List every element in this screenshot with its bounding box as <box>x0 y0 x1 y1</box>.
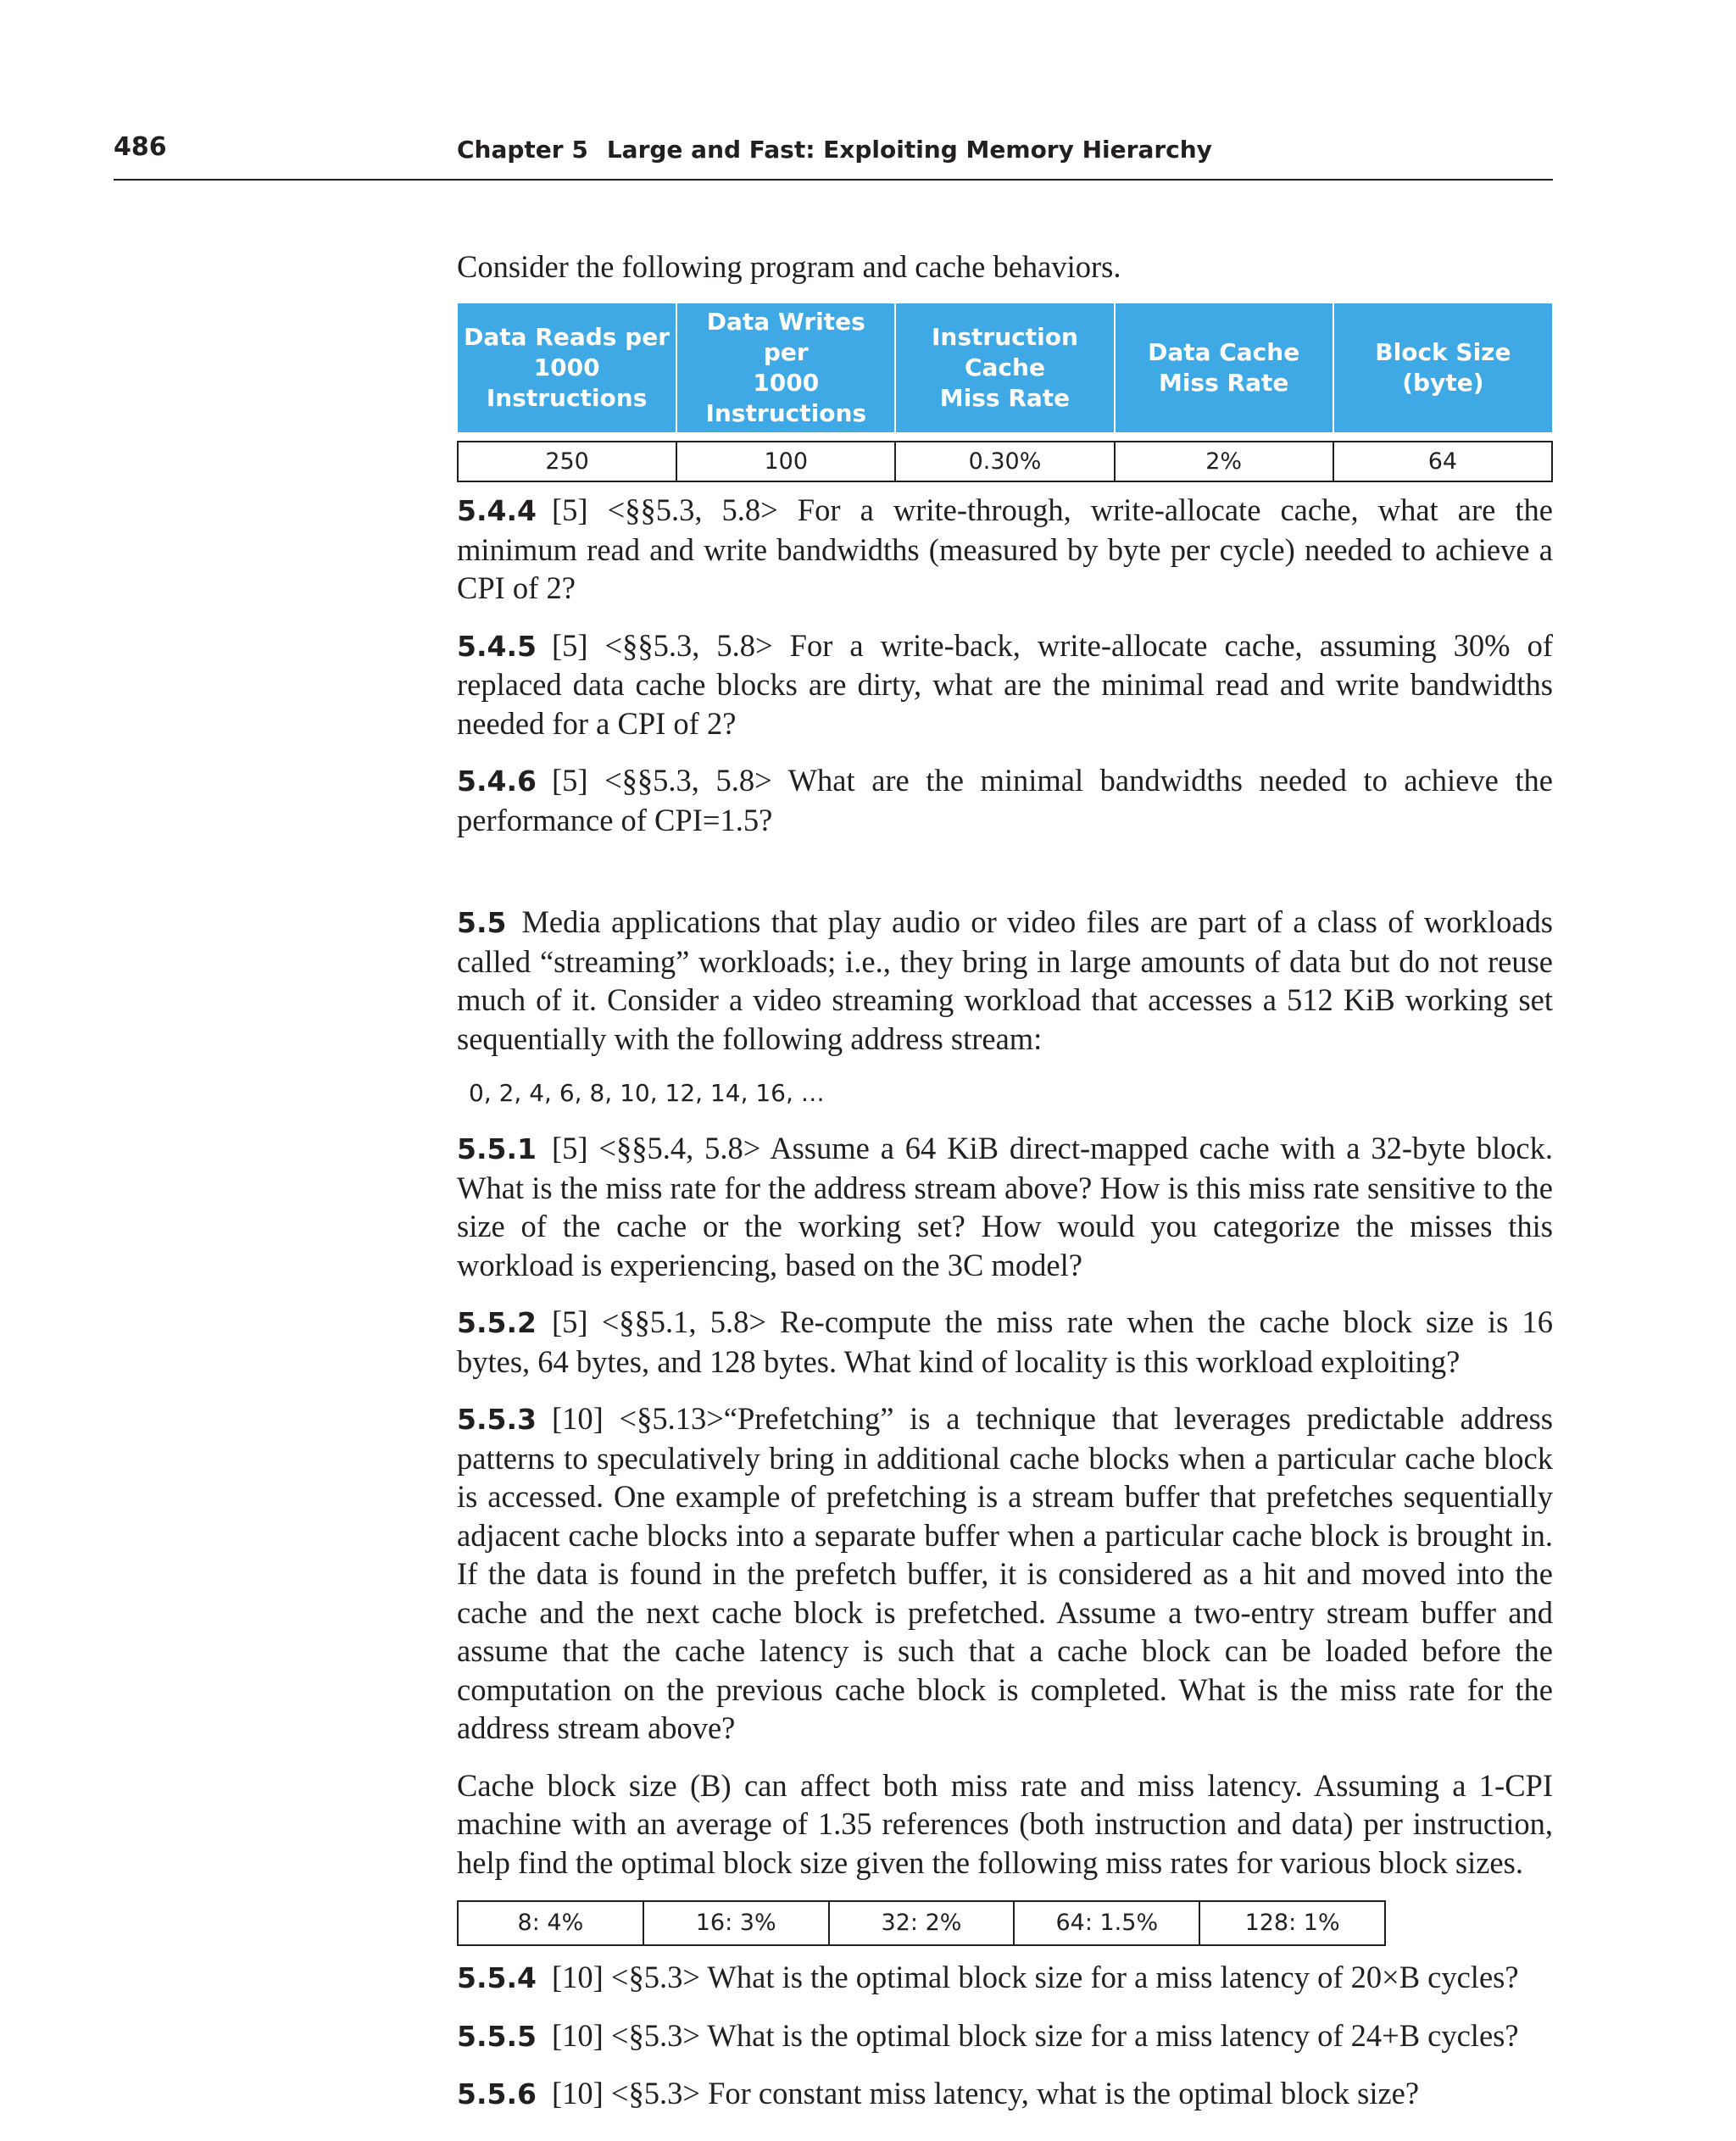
block-size-miss-rate-table <box>457 1900 1386 1946</box>
exercise-5-4-6 <box>457 761 1553 839</box>
exercise-5-5-3 <box>457 1399 1553 1748</box>
page-number: 486 <box>114 132 167 162</box>
table-header-row <box>458 303 1552 432</box>
exercise-text: [10] <§5.3> What is the optimal block size for a miss latency of 20×B cycles? <box>551 1960 1519 1994</box>
running-head <box>457 136 1212 164</box>
exercise-number: 5.5.1 <box>457 1132 537 1165</box>
exercise-text: [10] <§5.3> What is the optimal block size for a miss latency of 24+B cycles? <box>551 2017 1519 2053</box>
table-cell: 64: 1.5% <box>1014 1901 1199 1945</box>
cache-behavior-table <box>457 303 1553 483</box>
exercise-5-5-4 <box>457 1958 1553 1998</box>
exercise-text: [10] <§5.3> For constant miss latency, what is the optimal block size? <box>551 2076 1420 2110</box>
block-size-intro: Cache block size (B) can affect both miss rate and miss latency. Assuming a 1-CPI machine with an average of 1.35 references (both instruction and data) per instruction, help find the optimal block size given the following miss rates for various block sizes. <box>457 1767 1553 1880</box>
exercise-5-4-4 <box>457 491 1553 608</box>
header-data-writes: Data Writes per 1000 Instructions <box>676 303 895 432</box>
exercise-text: [5] <§§5.3, 5.8> For a write-back, write-allocate cache, assuming 30% of replaced data cache blocks are dirty, what are the minimal read and write bandwidths needed for a CPI of 2? <box>457 627 1553 741</box>
table-cell: 64 <box>1333 442 1552 482</box>
exercise-5-4-5 <box>457 626 1553 743</box>
exercise-text: Media applications that play audio or video files are part of a class of workloads called “streaming” workloads; i.e., they bring in large amounts of data but do not reuse much of it. Consider a video streaming workload that accesses a 512 KiB working set sequentially with the following address stream: <box>457 904 1553 1056</box>
exercise-number: 5.5.4 <box>457 1961 537 1994</box>
exercise-text: [5] <§§5.3, 5.8> What are the minimal bandwidths needed to achieve the performance of CPI=1.5? <box>457 763 1553 837</box>
exercise-number: 5.5.5 <box>457 2019 537 2053</box>
header-rule <box>114 179 1553 181</box>
intro-text: Consider the following program and cache behaviors. <box>457 249 1121 284</box>
address-stream: 0, 2, 4, 6, 8, 10, 12, 14, 16, … <box>469 1079 825 1107</box>
exercise-5-5-5 <box>457 2016 1553 2056</box>
exercise-number: 5.4.6 <box>457 765 537 798</box>
exercise-text: [5] <§§5.3, 5.8> For a write-through, write-allocate cache, what are the minimum read and write bandwidths (measured by byte per cycle) needed to achieve a CPI of 2? <box>457 492 1553 605</box>
page-header <box>0 0 1736 186</box>
table-cell: 32: 2% <box>829 1901 1015 1945</box>
table-cell: 0.30% <box>895 442 1114 482</box>
table-cell: 16: 3% <box>643 1901 829 1945</box>
table-row <box>458 442 1552 482</box>
exercise-text: [10] <§5.13>“Prefetching” is a technique that leverages predictable address patterns to speculatively bring in additional cache blocks when a particular cache block is accessed. One example of prefetching is a stream buffer that prefetches sequentially adjacent cache blocks into a separate buffer when a particular cache block is brought in. If the data is found in the prefetch buffer, it is considered as a hit and moved into the cache and the next cache block is prefetched. Assume a two-entry stream buffer and assume that the cache latency is such that a cache block can be loaded before the computation on the previous cache block is completed. What is the miss rate for the address stream above? <box>457 1401 1553 1745</box>
exercise-number: 5.5 <box>457 906 507 939</box>
exercise-5-5-6 <box>457 2074 1553 2114</box>
table-cell: 250 <box>458 442 676 482</box>
exercise-text: [5] <§§5.1, 5.8> Re-compute the miss rate when the cache block size is 16 bytes, 64 bytes, and 128 bytes. What kind of locality is this workload exploiting? <box>457 1304 1553 1379</box>
exercise-number: 5.5.6 <box>457 2077 537 2110</box>
table-cell: 8: 4% <box>458 1901 643 1945</box>
chapter-number: Chapter 5 <box>457 136 588 164</box>
header-icache-miss-rate: Instruction Cache Miss Rate <box>895 303 1114 432</box>
exercise-number: 5.4.5 <box>457 629 537 663</box>
table-cell: 100 <box>676 442 895 482</box>
table-cell: 2% <box>1115 442 1333 482</box>
exercise-number: 5.5.2 <box>457 1306 537 1339</box>
table-row <box>458 1901 1385 1945</box>
header-block-size: Block Size (byte) <box>1333 303 1552 432</box>
page-body <box>457 247 1553 2114</box>
exercise-number: 5.4.4 <box>457 494 537 527</box>
exercise-5-5-1 <box>457 1129 1553 1284</box>
table-cell: 128: 1% <box>1199 1901 1385 1945</box>
exercise-number: 5.5.3 <box>457 1403 537 1436</box>
header-data-reads: Data Reads per 1000 Instructions <box>458 303 676 432</box>
chapter-title: Large and Fast: Exploiting Memory Hierarchy <box>606 136 1212 164</box>
header-dcache-miss-rate: Data Cache Miss Rate <box>1115 303 1333 432</box>
table-spacer <box>458 432 1552 442</box>
exercise-5-5 <box>457 903 1553 1058</box>
exercise-text: [5] <§§5.4, 5.8> Assume a 64 KiB direct-mapped cache with a 32-byte block. What is the miss rate for the address stream above? How is this miss rate sensitive to the size of the cache or the working set? How would you categorize the misses this workload is experiencing, based on the 3C model? <box>457 1131 1553 1282</box>
exercise-5-5-2 <box>457 1303 1553 1381</box>
